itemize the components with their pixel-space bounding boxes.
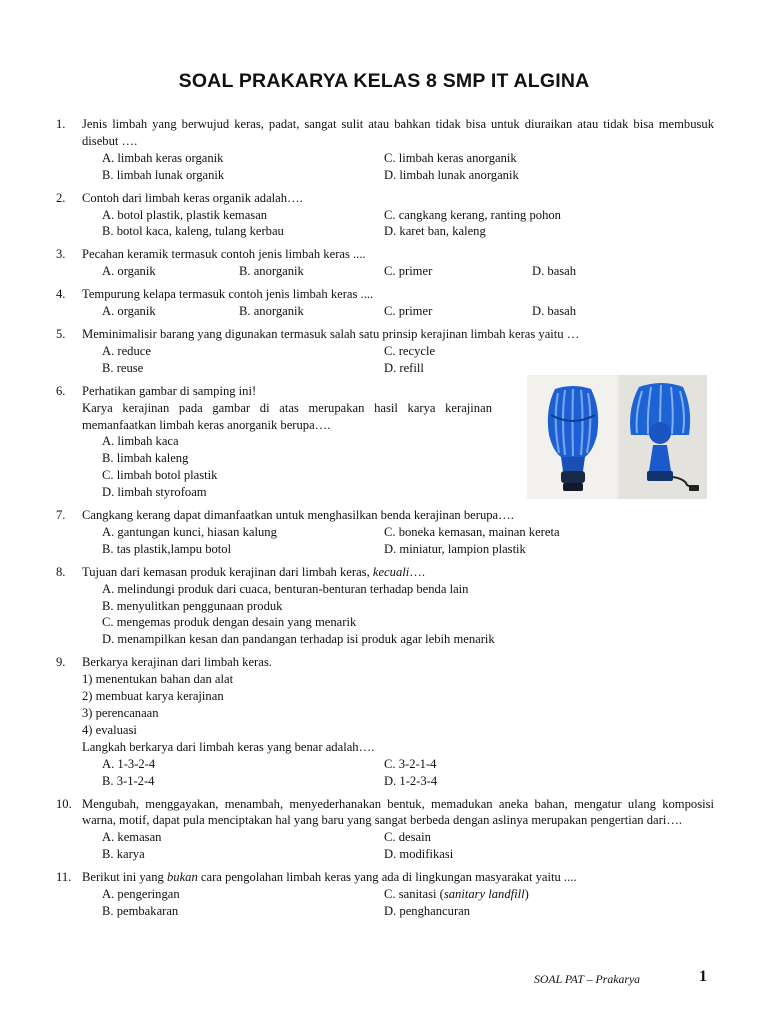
question-text-continued: Langkah berkarya dari limbah keras yang benar adalah….: [82, 739, 375, 754]
question-text-part: Berikut ini yang: [82, 870, 167, 885]
option-b: B. 3-1-2-4: [102, 773, 155, 788]
option-d: D. refill: [384, 360, 424, 375]
step-item: 3) perencanaan: [82, 706, 159, 720]
bottle-lamp-image: [527, 375, 707, 499]
option-a: A. pengeringan: [102, 887, 180, 902]
answer-options: [102, 150, 714, 184]
option-c: C. mengemas produk dengan desain yang menarik: [102, 615, 357, 630]
question-9: [56, 654, 714, 789]
option-b: B. limbah kaleng: [102, 451, 189, 466]
answer-options: [102, 829, 714, 863]
option-d: D. basah: [532, 264, 577, 279]
question-number: 8.: [56, 564, 66, 579]
footer-label: SOAL PAT – Prakarya: [534, 972, 641, 986]
answer-options: [102, 756, 714, 790]
question-5: [56, 326, 714, 377]
question-number: 5.: [56, 326, 66, 341]
question-1: [56, 116, 714, 184]
option-a: A. botol plastik, plastik kemasan: [102, 207, 268, 222]
step-item: 2) membuat karya kerajinan: [82, 689, 224, 704]
question-text: Mengubah, menggayakan, menambah, menyederhanakan bentuk, memadukan aneka bahan, mengatur ulang komposisi warna, motif, dapat pula menciptakan hal yang baru yang sangat berbeda dengan aslinya merupakan pengertian dari….: [82, 796, 714, 828]
answer-options: [102, 886, 714, 920]
question-number: 2.: [56, 190, 66, 205]
step-item: 4) evaluasi: [82, 722, 137, 737]
option-c: C. limbah botol plastik: [102, 468, 218, 483]
option-d: D. penghancuran: [384, 903, 471, 918]
option-a: A. reduce: [102, 343, 151, 358]
option-b: B. limbah lunak organik: [102, 167, 225, 182]
question-10: [56, 796, 714, 864]
option-b: B. pembakaran: [102, 903, 179, 918]
option-c-emphasis: sanitary landfill: [443, 887, 525, 902]
question-text-part: ….: [409, 564, 425, 579]
option-d: D. menampilkan kesan dan pandangan terhadap isi produk agar lebih menarik: [102, 632, 495, 647]
answer-options: [102, 433, 492, 501]
question-text: Cangkang kerang dapat dimanfaatkan untuk menghasilkan benda kerajinan berupa….: [82, 508, 514, 523]
option-b: B. anorganik: [239, 264, 304, 279]
question-text-part: cara pengolahan limbah keras yang ada di lingkungan masyarakat yaitu ....: [197, 870, 577, 885]
question-4: [56, 286, 714, 320]
option-c: C. recycle: [384, 343, 436, 358]
question-emphasis: kecuali: [372, 564, 410, 579]
question-number: 11.: [56, 870, 72, 885]
answer-options: [102, 303, 714, 320]
option-b: B. anorganik: [239, 304, 304, 319]
option-b: B. karya: [102, 847, 145, 862]
question-number: 7.: [56, 508, 66, 523]
answer-options: [102, 207, 714, 241]
question-number: 6.: [56, 383, 66, 398]
question-7: [56, 507, 714, 558]
option-c: C. 3-2-1-4: [384, 756, 437, 771]
question-11: [56, 869, 714, 920]
question-text: [82, 869, 714, 886]
option-a: A. limbah kaca: [102, 434, 179, 449]
question-2: [56, 190, 714, 241]
question-text: Meminimalisir barang yang digunakan termasuk salah satu prinsip kerajinan limbah keras yaitu …: [82, 326, 580, 341]
option-c: C. cangkang kerang, ranting pohon: [384, 207, 561, 222]
option-a: A. limbah keras organik: [102, 150, 224, 165]
page-number: 1: [699, 968, 707, 985]
option-c: C. desain: [384, 830, 431, 845]
answer-options: [102, 524, 714, 558]
bottle-lamp-photo: [527, 375, 707, 499]
option-d: D. basah: [532, 304, 577, 319]
question-list: [56, 116, 714, 926]
answer-options: [102, 343, 714, 377]
option-d: D. karet ban, kaleng: [384, 224, 486, 239]
page-title: SOAL PRAKARYA KELAS 8 SMP IT ALGINA: [178, 70, 590, 92]
option-a: A. 1-3-2-4: [102, 756, 156, 771]
question-number: 9.: [56, 655, 66, 670]
option-c-close: ): [524, 887, 529, 902]
question-number: 1.: [56, 117, 66, 131]
option-d: D. 1-2-3-4: [384, 773, 438, 788]
option-c: C. boneka kemasan, mainan kereta: [384, 524, 560, 539]
question-number: 4.: [56, 287, 66, 302]
question-number: 10.: [56, 796, 72, 811]
answer-options: [102, 581, 714, 649]
option-a: A. kemasan: [102, 830, 162, 845]
option-c-text: C. sanitasi (: [384, 887, 444, 902]
question-emphasis: bukan: [167, 870, 198, 885]
option-b: B. tas plastik,lampu botol: [102, 541, 232, 556]
question-text: Jenis limbah yang berwujud keras, padat, sangat sulit atau bahkan tidak bisa untuk diuraikan atau tidak bisa membusuk disebut ….: [82, 117, 714, 148]
option-c: [384, 886, 666, 903]
step-list: [82, 671, 714, 739]
question-text-part: Tujuan dari kemasan produk kerajinan dari limbah keras,: [82, 564, 373, 579]
option-b: B. reuse: [102, 360, 144, 375]
option-c: C. primer: [384, 264, 433, 279]
option-a: A. gantungan kunci, hiasan kalung: [102, 524, 277, 539]
question-text: Berkarya kerajinan dari limbah keras.: [82, 655, 272, 670]
option-d: D. modifikasi: [384, 847, 454, 862]
option-b: B. botol kaca, kaleng, tulang kerbau: [102, 224, 284, 239]
answer-options: [102, 263, 714, 280]
question-text: Pecahan keramik termasuk contoh jenis limbah keras ....: [82, 247, 366, 262]
option-c: C. primer: [384, 304, 433, 319]
question-6: [56, 383, 714, 501]
step-item: 1) menentukan bahan dan alat: [82, 672, 234, 687]
question-number: 3.: [56, 247, 66, 262]
question-text: Perhatikan gambar di samping ini!: [82, 383, 257, 398]
option-d: D. limbah styrofoam: [102, 485, 207, 500]
question-text: [82, 564, 714, 581]
option-a: A. organik: [102, 264, 156, 279]
option-a: A. organik: [102, 304, 156, 319]
option-a: A. melindungi produk dari cuaca, benturan-benturan terhadap benda lain: [102, 581, 469, 596]
question-3: [56, 246, 714, 280]
question-text-continued: Karya kerajinan pada gambar di atas merupakan hasil karya kerajinan memanfaatkan limbah keras anorganik berupa….: [82, 400, 492, 432]
option-d: D. miniatur, lampion plastik: [384, 541, 526, 556]
option-d: D. limbah lunak anorganik: [384, 167, 519, 182]
question-8: [56, 564, 714, 649]
option-b: B. menyulitkan penggunaan produk: [102, 598, 283, 613]
question-text: Contoh dari limbah keras organik adalah….: [82, 190, 303, 205]
question-text: Tempurung kelapa termasuk contoh jenis limbah keras ....: [82, 287, 374, 302]
option-c: C. limbah keras anorganik: [384, 150, 517, 165]
